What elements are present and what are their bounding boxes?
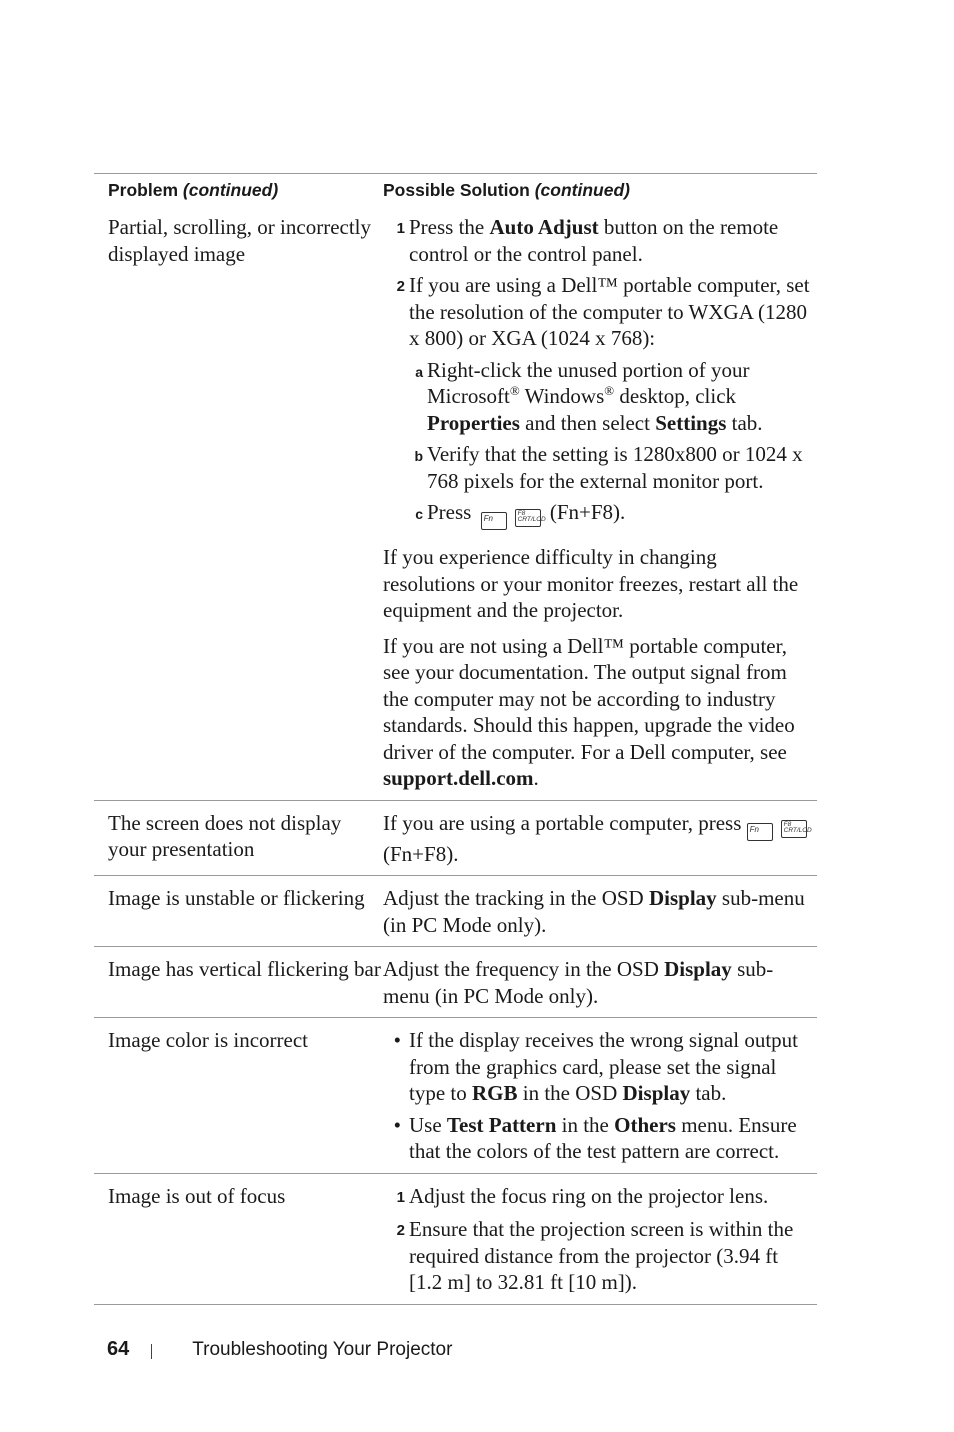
troubleshooting-table (94, 173, 817, 1305)
list-item (409, 441, 813, 494)
bullet-icon: • (393, 1028, 401, 1052)
others-term: Others (614, 1112, 676, 1137)
support-url: support.dell.com (383, 766, 534, 790)
problem-cell: The screen does not display your presentation (108, 810, 342, 861)
auto-adjust-term: Auto Adjust (489, 215, 599, 239)
list-item (383, 1112, 813, 1165)
text-run: desktop, click (614, 384, 737, 408)
solution-cell (383, 810, 817, 868)
list-item (383, 1216, 813, 1296)
header-solution (383, 179, 817, 201)
paragraph: If you experience difficulty in changing resolutions or your monitor freezes, restart all the equipment and the projector. (383, 545, 799, 622)
solution-cell (383, 956, 817, 1009)
text-run: . (533, 766, 539, 790)
f8-crt-lcd-key-icon: F8 CRT/LCD (515, 509, 541, 527)
rgb-term: RGB (472, 1081, 518, 1105)
settings-term: Settings (655, 410, 727, 435)
text-run: If you are not using a Dell™ portable computer, see your documentation. The output signal from the computer may not be according to industry standards. Should this happen, upgrade the video driver of the computer. For a Dell computer, see (383, 633, 795, 764)
fn-key-icon: Fn (481, 512, 507, 530)
problem-cell: Image is out of focus (108, 1183, 286, 1208)
step-text (409, 214, 813, 267)
text-run: If the display receives the wrong signal output from the graphics card, please set the signal type to (409, 1028, 798, 1105)
bullet-icon: • (393, 1112, 401, 1137)
header-problem-continued: (continued) (182, 180, 279, 200)
test-pattern-term: Test Pattern (446, 1112, 557, 1137)
list-item (409, 357, 813, 437)
problem-cell: Partial, scrolling, or incorrectly displayed image (108, 215, 372, 266)
header-problem (94, 179, 383, 201)
step-text (427, 499, 813, 530)
header-solution-continued: (continued) (534, 180, 630, 200)
registered-mark: ® (604, 383, 615, 398)
page-number: 64 (107, 1338, 130, 1360)
table-row (94, 947, 817, 1018)
text-run: tab. (726, 410, 763, 435)
table-header (94, 174, 817, 205)
solution-notes (383, 544, 813, 792)
footer-divider (151, 1344, 152, 1359)
text-run: Press the (409, 215, 490, 239)
problem-cell: Image color is incorrect (108, 1028, 308, 1052)
header-solution-label: Possible Solution (383, 180, 530, 200)
step-text: Ensure that the projection screen is within the required distance from the projector (3.94 ft [1.2 m] to 32.81 ft [10 m]). (409, 1217, 794, 1294)
problem-cell: Image is unstable or flickering (108, 886, 365, 910)
page-footer (107, 1338, 452, 1361)
text-run: tab. (690, 1081, 727, 1105)
display-term: Display (664, 957, 732, 981)
text-run: Adjust the tracking in the OSD (383, 886, 649, 910)
solution-cell (383, 214, 817, 792)
list-item (383, 272, 813, 352)
step-number: 1 (396, 220, 405, 237)
step-number: 2 (396, 1222, 405, 1239)
step-number: 2 (396, 278, 405, 295)
table-row (94, 1174, 817, 1305)
table-row (94, 205, 817, 801)
text-run: (Fn+F8). (544, 500, 626, 524)
display-term: Display (648, 886, 717, 910)
header-problem-label: Problem (108, 180, 179, 200)
step-text (427, 357, 813, 437)
f8-crt-lcd-key-icon: F8 CRT/LCD (781, 820, 807, 838)
text-run: (Fn+F8). (383, 841, 459, 866)
solution-cell (383, 1027, 817, 1165)
paragraph (383, 633, 813, 792)
list-item (409, 499, 813, 530)
bullet-text (409, 1027, 813, 1107)
table-row (94, 876, 817, 947)
list-item (383, 1027, 813, 1107)
step-letter: b (414, 448, 423, 464)
solution-cell (383, 885, 817, 938)
list-item (383, 214, 813, 267)
step-text: If you are using a Dell™ portable computer, set the resolution of the computer to WXGA (1280 x 800) or XGA (1024 x 768): (409, 273, 810, 350)
properties-term: Properties (427, 410, 520, 435)
step-number: 1 (396, 1188, 405, 1206)
registered-mark: ® (509, 383, 520, 398)
table-row (94, 1018, 817, 1174)
problem-cell: Image has vertical flickering bar (108, 957, 381, 981)
text-run: menu. Ensure that the colors of the test pattern are correct. (409, 1112, 797, 1163)
step-letter: a (415, 363, 423, 380)
text-run: in the OSD (517, 1081, 623, 1105)
text-run: sub-menu (in PC Mode only). (383, 957, 774, 1008)
step-text: Adjust the focus ring on the projector lens. (409, 1183, 769, 1208)
list-item (383, 1183, 813, 1212)
text-run: and then select (519, 410, 656, 435)
text-run: in the (556, 1112, 615, 1137)
text-run: button on the remote control or the control panel. (409, 215, 779, 266)
text-run: sub-menu (in PC Mode only). (383, 886, 805, 937)
bullet-text (409, 1112, 813, 1165)
text-run: Press (427, 500, 477, 524)
display-term: Display (622, 1081, 691, 1105)
text-run: Windows (519, 384, 605, 408)
section-title: Troubleshooting Your Projector (192, 1339, 453, 1360)
fn-key-icon: Fn (747, 823, 773, 841)
text-run: Right-click the unused portion of your Microsoft (427, 357, 750, 408)
step-letter: c (415, 506, 423, 522)
text-run: If you are using a portable computer, press (383, 810, 747, 835)
text-run: Use (409, 1112, 447, 1137)
step-text: Verify that the setting is 1280x800 or 1024 x 768 pixels for the external monitor port. (427, 442, 803, 493)
solution-cell (383, 1183, 817, 1296)
table-row (94, 801, 817, 877)
text-run: Adjust the frequency in the OSD (383, 957, 665, 981)
